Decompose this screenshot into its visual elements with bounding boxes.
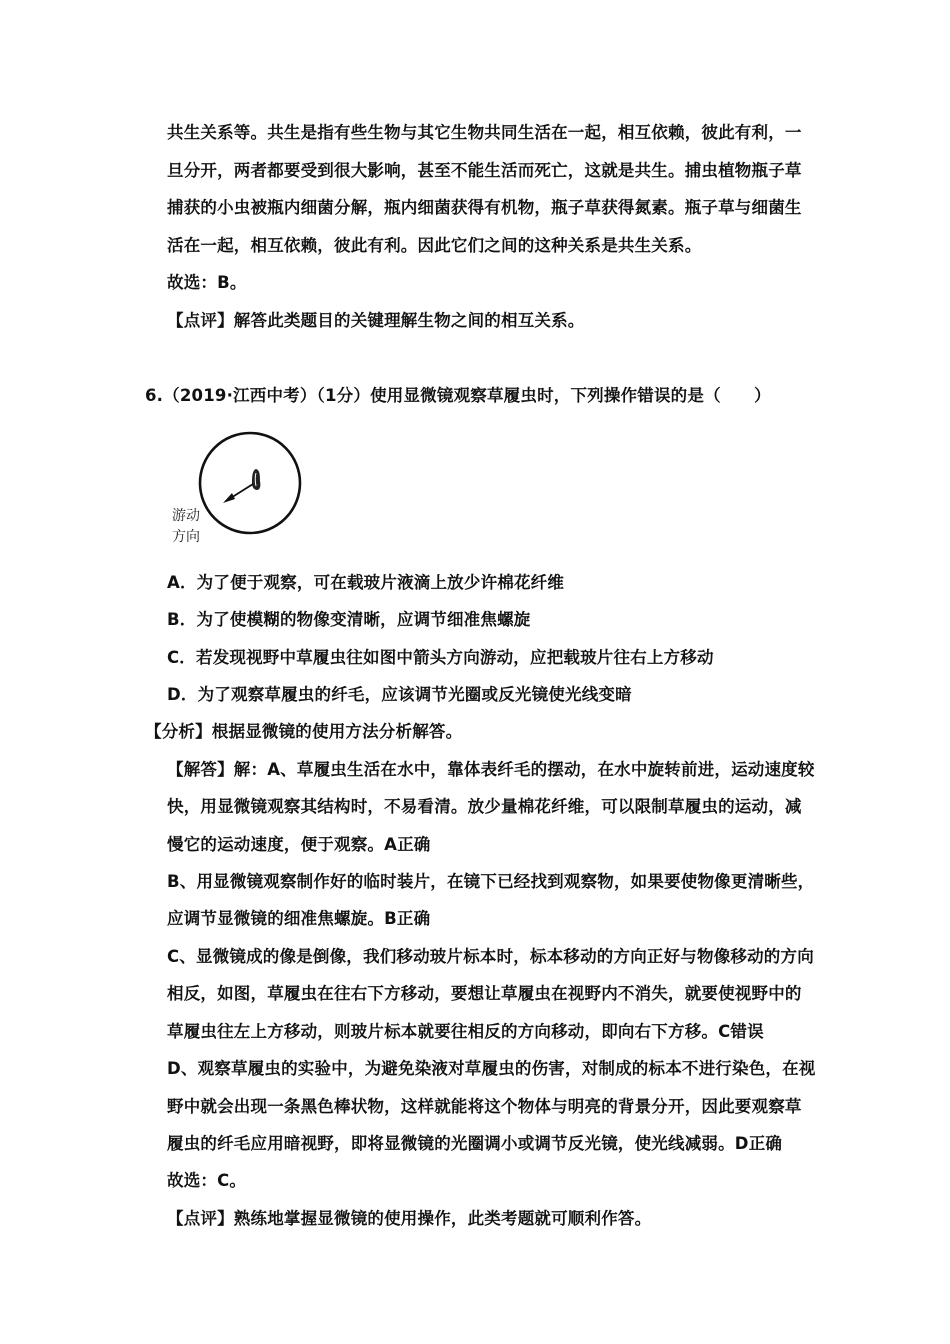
answer-line-6: C、显微镜成的像是倒像，我们移动玻片标本时，标本移动的方向正好与物像移动的方向 [167, 947, 814, 966]
answer-line-1: 【解答】解：A、草履虫生活在水中，靠体表纤毛的摆动，在水中旋转前进，运动速度较 [167, 760, 815, 779]
option-b: B．为了使模糊的物像变清晰，应调节细准焦螺旋 [167, 610, 531, 629]
answer-line-9: D、观察草履虫的实验中，为避免染液对草履虫的伤害，对制成的标本不进行染色，在视 [167, 1059, 816, 1078]
figure-label-direction: 方向 [172, 529, 200, 545]
option-c: C．若发现视野中草履虫往如图中箭头方向游动，应把载玻片往右上方移动 [167, 648, 714, 667]
field-of-view-circle [200, 433, 300, 533]
answer-line-3: 慢它的运动速度，便于观察。A正确 [167, 835, 431, 854]
analysis: 【分析】根据显微镜的使用方法分析解答。 [145, 722, 463, 741]
option-d: D．为了观察草履虫的纤毛，应该调节光圈或反光镜使光线变暗 [167, 685, 632, 704]
figure-label-swim: 游动 [172, 508, 200, 524]
answer-line-11: 履虫的纤毛应用暗视野，即将显微镜的光圈调小或调节反光镜，使光线减弱。D正确 [167, 1134, 783, 1153]
choice: 故选：C。 [167, 1171, 247, 1190]
paramecium-icon [252, 469, 260, 490]
answer-line-7: 相反，如图，草履虫在往右下方移动，要想让草履虫在视野内不消失，就要使视野中的 [167, 984, 802, 1003]
option-a: A．为了便于观察，可在载玻片液滴上放少许棉花纤维 [167, 573, 565, 592]
answer-line-5: 应调节显微镜的细准焦螺旋。B正确 [167, 909, 431, 928]
prev-answer-line-1: 共生关系等。共生是指有些生物与其它生物共同生活在一起，相互依赖，彼此有利，一 [167, 123, 802, 142]
microscope-field-figure [168, 420, 313, 550]
comment: 【点评】熟练地掌握显微镜的使用操作，此类考题就可顺利作答。 [167, 1209, 652, 1228]
prev-answer-line-2: 旦分开，两者都要受到很大影响，甚至不能生活而死亡，这就是共生。捕虫植物瓶子草 [167, 161, 802, 180]
prev-answer-line-4: 活在一起，相互依赖，彼此有利。因此它们之间的这种关系是共生关系。 [167, 236, 702, 255]
answer-line-10: 野中就会出现一条黑色棒状物，这样就能将这个物体与明亮的背景分开，因此要观察草 [167, 1097, 802, 1116]
prev-choice: 故选：B。 [167, 273, 247, 292]
prev-answer-line-3: 捕获的小虫被瓶内细菌分解，瓶内细菌获得有机物，瓶子草获得氮素。瓶子草与细菌生 [167, 198, 802, 217]
answer-line-8: 草履虫往左上方移动，则玻片标本就要往相反的方向移动，即向右下方移。C错误 [167, 1022, 764, 1041]
prev-comment: 【点评】解答此类题目的关键理解生物之间的相互关系。 [167, 311, 585, 330]
answer-line-2: 快，用显微镜观察其结构时，不易看清。放少量棉花纤维，可以限制草履虫的运动，减 [167, 797, 802, 816]
question-6-title: 6.（2019·江西中考）（1分）使用显微镜观察草履虫时，下列操作错误的是（ ） [145, 386, 771, 405]
answer-line-4: B、用显微镜观察制作好的临时装片，在镜下已经找到观察物，如果要使物像更清晰些， [167, 872, 815, 891]
arrow-head-icon [223, 493, 235, 503]
